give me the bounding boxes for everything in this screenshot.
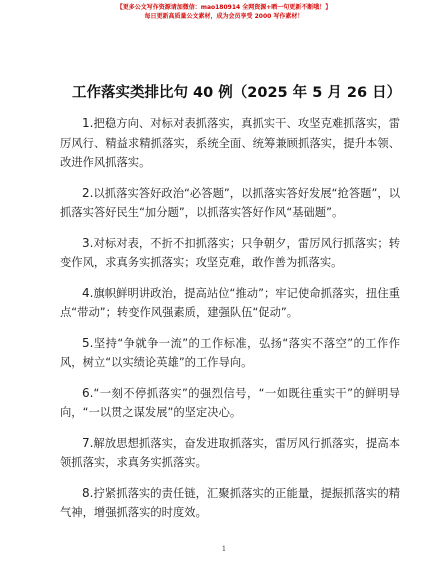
paragraph-number: 1.	[82, 116, 94, 130]
paragraph-number: 2.	[82, 185, 94, 200]
paragraph-text: 对标对表，不折不扣抓落实；只争朝夕，雷厉风行抓落实；转变作风，求真务实抓落实；攻坚克难，敢作善为抓落实。	[60, 236, 400, 269]
paragraph-text: 以抓落实答好政治“必答题”，以抓落实答好发展“抢答题”，以抓落实答好民生“加分题”，以抓落实答好作风“基础题”。	[60, 186, 400, 219]
paragraph-text: 把稳方向、对标对表抓落实，真抓实干、攻坚克难抓落实，雷厉风行、精益求精抓落实，系统全面、统筹兼顾抓落实，提升本领、改进作风抓落实。	[60, 117, 400, 169]
document-body	[60, 114, 400, 534]
paragraph-text: 坚持“争就争一流”的工作标准，弘扬“落实不落空”的工作作风，树立“以实绩论英雄”的工作导向。	[60, 336, 400, 369]
page-number: 1	[221, 545, 227, 553]
banner-promo-line: 【更多公文写作资源请加微信：mao180914 全网资源+晒一句更新不断哦！】	[116, 4, 332, 11]
paragraph-number: 6.	[82, 385, 94, 400]
paragraph-6	[60, 384, 400, 423]
header-banner	[0, 0, 448, 21]
paragraph-number: 4.	[82, 285, 94, 300]
paragraph-text: “一刻不停抓落实”的强烈信号，“一如既往重实干”的鲜明导向，“一以贯之谋发展”的坚定决心。	[60, 386, 400, 419]
paragraph-7	[60, 434, 400, 473]
paragraph-1	[60, 114, 400, 173]
paragraph-number: 3.	[82, 235, 94, 250]
banner-member-line: 每日更新高质量公文素材，成为会员享受 2000 写作素材！	[144, 13, 304, 20]
paragraph-number: 7.	[82, 435, 94, 450]
paragraph-number: 8.	[82, 485, 94, 500]
document-title: 工作落实类排比句 40 例（2025 年 5 月 26 日）	[72, 85, 402, 101]
paragraph-number: 5.	[82, 335, 94, 350]
paragraph-text: 解放思想抓落实，奋发进取抓落实，雷厉风行抓落实，提高本领抓落实，求真务实抓落实。	[60, 436, 400, 469]
paragraph-text: 旗帜鲜明讲政治，提高站位“推动”；牢记使命抓落实，扭住重点“带动”；转变作风强素质，建强队伍“促动”。	[60, 286, 400, 319]
paragraph-5	[60, 334, 400, 373]
paragraph-4	[60, 284, 400, 323]
paragraph-8	[60, 484, 400, 523]
paragraph-text: 拧紧抓落实的责任链，汇聚抓落实的正能量，提振抓落实的精气神，增强抓落实的时度效。	[60, 486, 400, 519]
paragraph-2	[60, 184, 400, 223]
paragraph-3	[60, 234, 400, 273]
